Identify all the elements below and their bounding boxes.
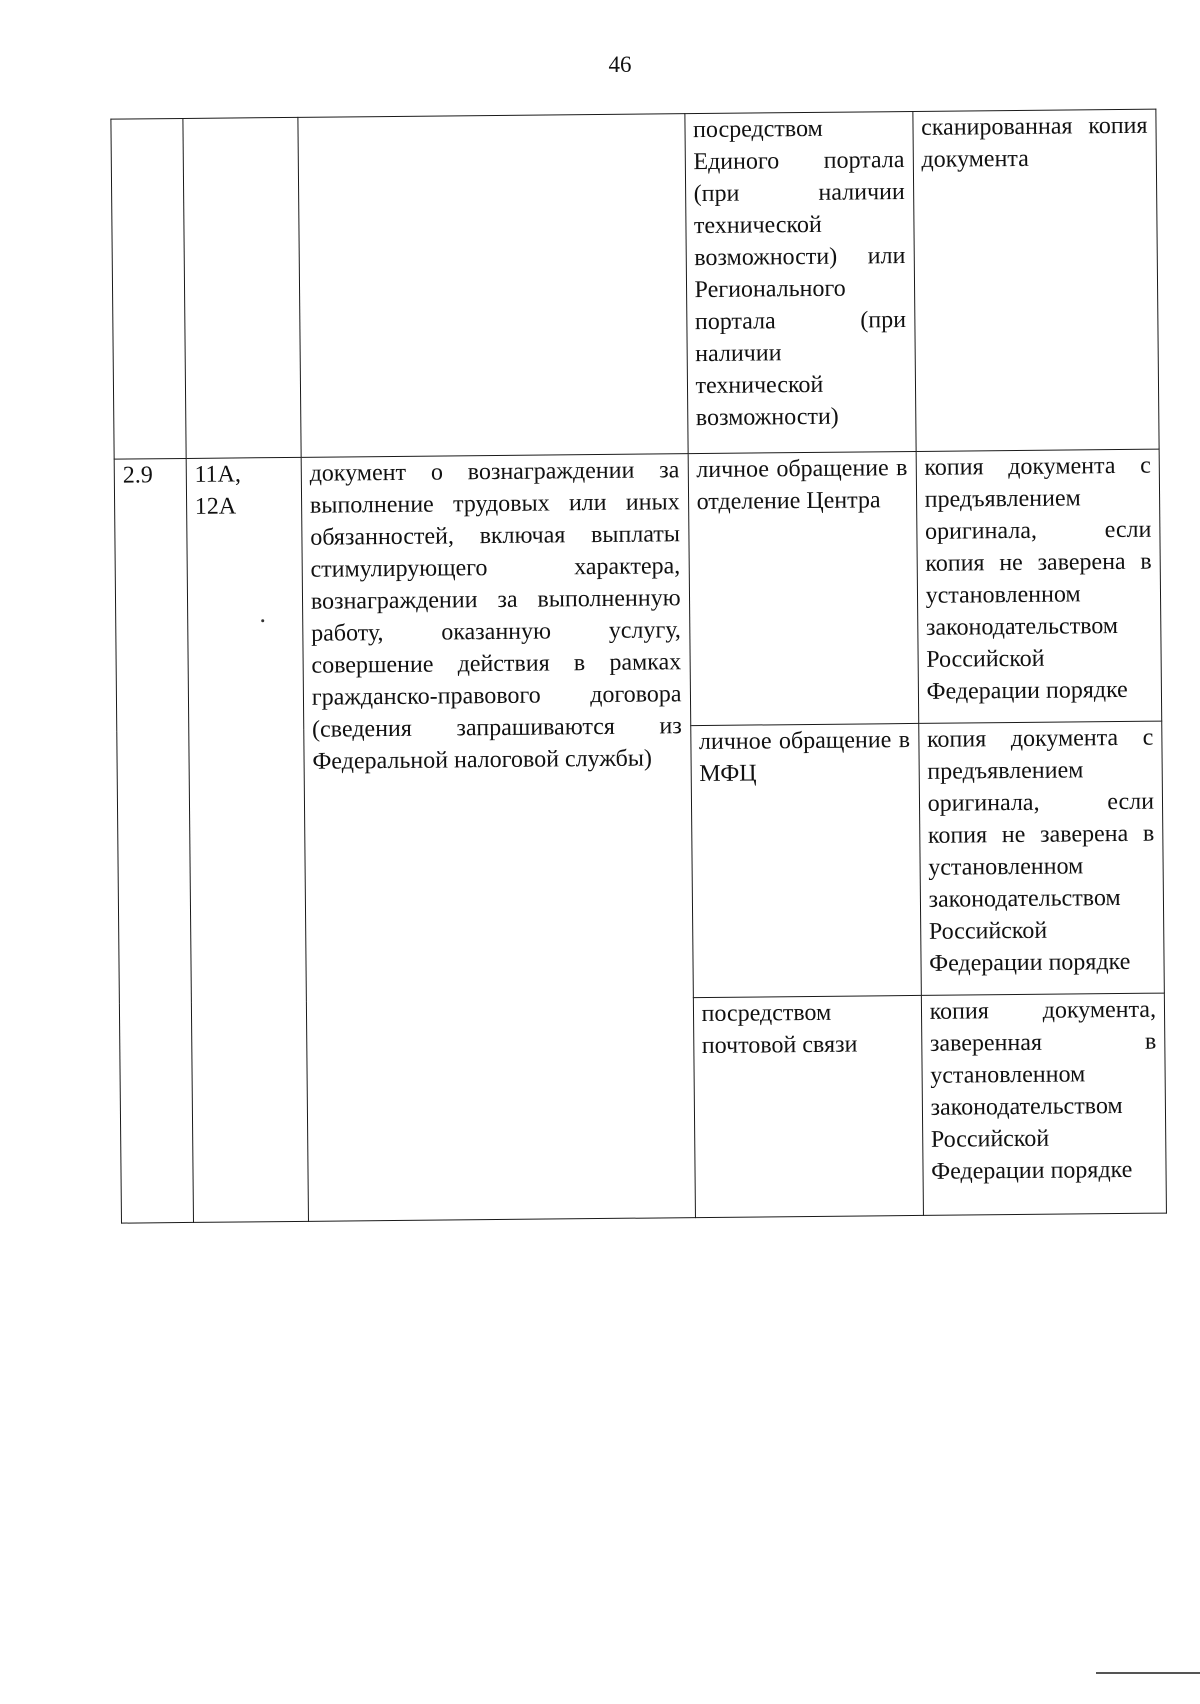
method-mfc-text: личное обращение в МФЦ xyxy=(698,727,911,788)
page-number: 46 xyxy=(608,52,632,77)
row-code-line1: 11А, xyxy=(194,461,242,488)
document-form-text: сканированная копия документа xyxy=(921,112,1148,173)
cell-form-centre xyxy=(916,449,1162,723)
submission-method-text: посредством Единого портала (при наличии технической возможности) или Регионального портала (при наличии технической возможности) xyxy=(692,115,907,432)
cell-submission-method xyxy=(684,111,915,453)
documents-table xyxy=(110,109,1167,1224)
row-code-line2: 12А xyxy=(194,493,237,520)
cell-form-post xyxy=(921,993,1166,1215)
cell-row-description xyxy=(301,454,695,1222)
cell-number-empty xyxy=(111,118,186,459)
method-post-text: посредством почтовой связи xyxy=(701,999,858,1060)
scan-speck xyxy=(261,619,264,622)
form-mfc-text: копия документа с предъявлением оригинала, если копия не заверена в установленном законодательством Российской Федерации порядке xyxy=(926,724,1155,977)
scan-edge-mark xyxy=(1096,1672,1200,1674)
cell-description-empty xyxy=(298,114,688,458)
cell-method-post xyxy=(693,995,923,1217)
cell-row-code xyxy=(186,457,308,1222)
cell-code-empty xyxy=(183,117,301,458)
method-centre-text: личное обращение в отделение Центра xyxy=(696,455,908,516)
cell-row-number xyxy=(114,458,193,1223)
cell-document-form xyxy=(913,109,1160,451)
row-number-text: 2.9 xyxy=(122,462,153,489)
table-row-2-9 xyxy=(114,449,1162,731)
row-description-text: документ о вознаграждении за выполнение трудовых или иных обязанностей, включая выплаты стимулирующего характера, вознаграждении за выполненную работу, оказанную услугу, совершение действия в рамках гражданско-правового договора (сведения запрашиваются из Федеральной налоговой службы) xyxy=(309,457,682,775)
form-post-text: копия документа, заверенная в установленном законодательством Российской Федерации порядке xyxy=(929,996,1157,1185)
cell-method-mfc xyxy=(690,723,921,997)
cell-form-mfc xyxy=(918,721,1164,995)
table-row-continued xyxy=(111,109,1159,459)
cell-method-centre xyxy=(688,451,919,725)
form-centre-text: копия документа с предъявлением оригинала, если копия не заверена в установленном законодательством Российской Федерации порядке xyxy=(924,452,1152,705)
